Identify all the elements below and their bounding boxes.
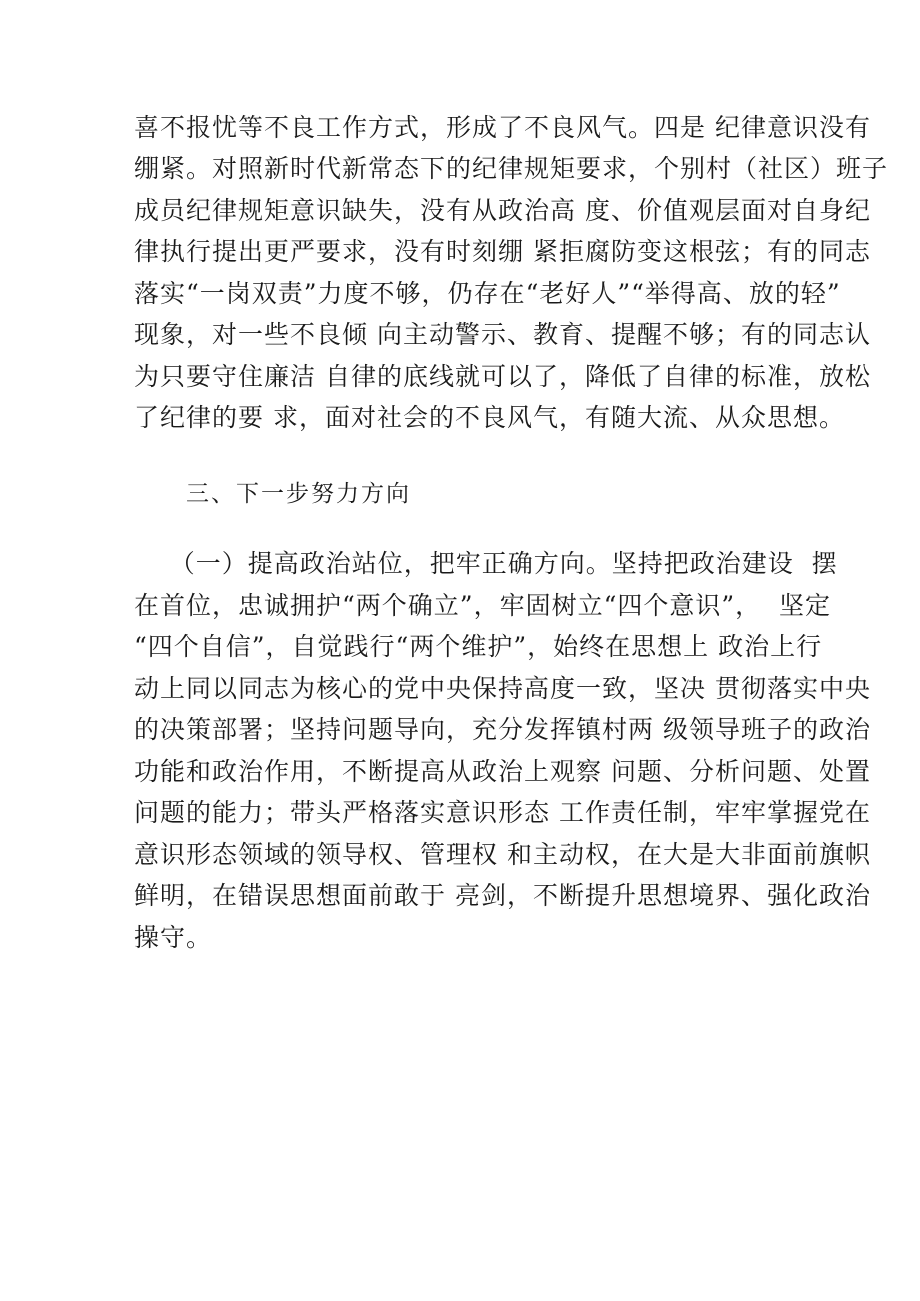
paragraph-2-line-8: 意识形态领域的领导权、管理权 和主动权，在大是大非面前旗帜 bbox=[134, 840, 871, 869]
paragraph-1-line-7: 为只要守住廉洁 自律的底线就可以了，降低了自律的标准，放松 bbox=[134, 362, 871, 391]
paragraph-1-line-4: 律执行提出更严要求，没有时刻绷 紧拒腐防变这根弦；有的同志 bbox=[134, 237, 871, 266]
paragraph-1-line-6: 现象，对一些不良倾 向主动警示、教育、提醒不够；有的同志认 bbox=[134, 320, 871, 349]
paragraph-1-line-1: 喜不报忧等不良工作方式，形成了不良风气。四是 纪律意识没有 bbox=[134, 113, 871, 142]
paragraph-2-line-3: “四个自信”，自觉践行“两个维护”，始终在思想上 政治上行 bbox=[134, 632, 823, 661]
paragraph-1-line-5: 落实“一岗双责”力度不够，仍存在“老好人”“举得高、放的轻” bbox=[134, 279, 841, 308]
paragraph-1-line-2: 绷紧。对照新时代新常态下的纪律规矩要求，个别村（社区）班子 bbox=[134, 154, 889, 183]
paragraph-1-line-3: 成员纪律规矩意识缺失，没有从政治高 度、价值观层面对自身纪 bbox=[134, 196, 871, 225]
paragraph-2-line-5: 的决策部署；坚持问题导向，充分发挥镇村两 级领导班子的政治 bbox=[134, 715, 871, 744]
paragraph-2-line-4: 动上同以同志为核心的党中央保持高度一致，坚决 贯彻落实中央 bbox=[134, 674, 871, 703]
paragraph-2-line-2: 在首位，忠诚拥护“两个确立”，牢固树立“四个意识”， 坚定 bbox=[134, 591, 832, 620]
paragraph-2-line-10: 操守。 bbox=[134, 923, 213, 952]
paragraph-1-line-8: 了纪律的要 求，面对社会的不良风气，有随大流、从众思想。 bbox=[134, 403, 845, 432]
section-heading: 三、下一步努力方向 bbox=[186, 481, 411, 507]
paragraph-2-line-6: 功能和政治作用，不断提高从政治上观察 问题、分析问题、处置 bbox=[134, 757, 871, 786]
paragraph-2-line-7: 问题的能力；带头严格落实意识形态 工作责任制，牢牢掌握党在 bbox=[134, 798, 871, 827]
paragraph-2-line-9: 鲜明，在错误思想面前敢于 亮剑，不断提升思想境界、强化政治 bbox=[134, 881, 871, 910]
paragraph-2-line-1: （一）提高政治站位，把牢正确方向。坚持把政治建设 摆 bbox=[134, 549, 838, 578]
